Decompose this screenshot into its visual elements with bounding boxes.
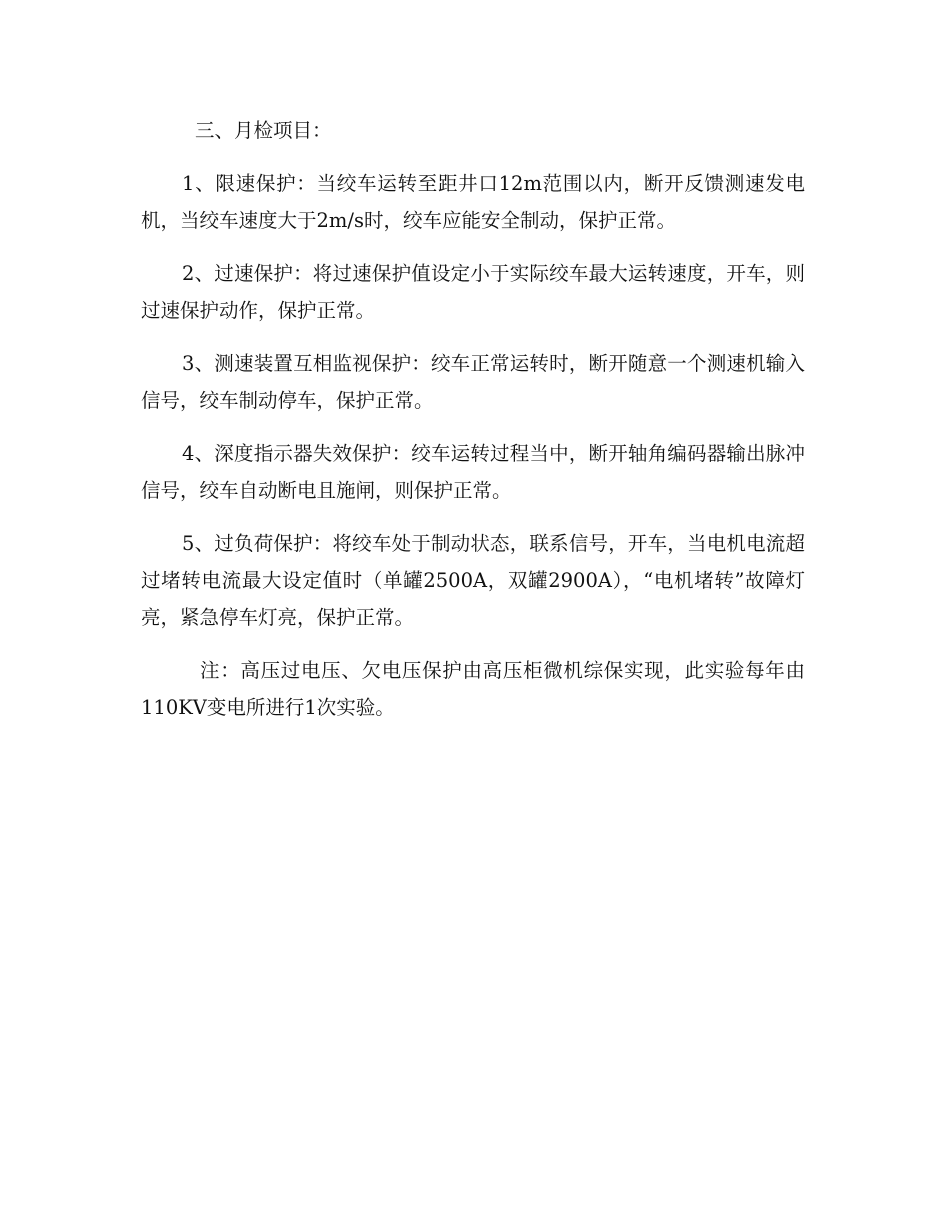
- note-paragraph: 注：高压过电压、欠电压保护由高压柜微机综保实现，此实验每年由110KV变电所进行1次实验。: [141, 659, 805, 719]
- item-depth-indicator-failure-protection: 4、深度指示器失效保护：绞车运转过程当中，断开轴角编码器输出脉冲信号，绞车自动断电且施闸，则保护正常。: [141, 442, 805, 502]
- document-body: [141, 112, 805, 726]
- item-speed-limit-protection: 1、限速保护：当绞车运转至距井口12m范围以内，断开反馈测速发电机，当绞车速度大于2m/s时，绞车应能安全制动，保护正常。: [141, 172, 805, 232]
- section-heading: 三、月检项目：: [195, 119, 332, 142]
- item-speed-sensor-monitoring-protection: 3、测速装置互相监视保护：绞车正常运转时，断开随意一个测速机输入信号，绞车制动停车，保护正常。: [141, 352, 805, 412]
- item-overspeed-protection: 2、过速保护：将过速保护值设定小于实际绞车最大运转速度，开车，则过速保护动作，保护正常。: [141, 262, 805, 322]
- item-overload-protection: 5、过负荷保护：将绞车处于制动状态，联系信号，开车，当电机电流超过堵转电流最大设定值时（单罐2500A，双罐2900A），“电机堵转”故障灯亮，紧急停车灯亮，保护正常。: [141, 532, 805, 629]
